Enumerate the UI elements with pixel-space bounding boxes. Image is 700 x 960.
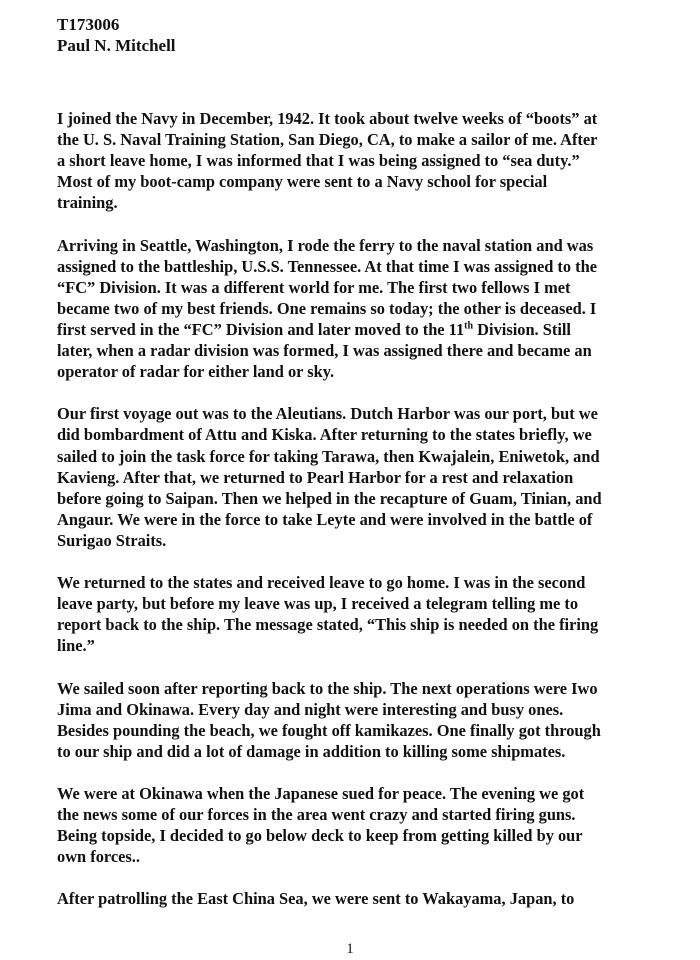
document-header (57, 14, 176, 56)
text-line: We returned to the states and received leave to go home. I was in the second (57, 573, 586, 593)
text-line: Jima and Okinawa. Every day and night were interesting and busy ones. (57, 699, 564, 719)
text-segment: first served in the “FC” Division and later moved to the 11 (57, 319, 465, 339)
paragraph-enlistment (57, 108, 657, 213)
text-line: We were at Okinawa when the Japanese sued for peace. The evening we got (57, 784, 585, 803)
paragraph-east-china-sea (57, 888, 657, 909)
text-line: own forces.. (57, 847, 141, 867)
paragraph-voyages (57, 403, 657, 551)
text-line: Angaur. We were in the force to take Leyte and were involved in the battle of (57, 509, 593, 529)
text-line: line.” (57, 636, 95, 656)
document-id: T173006 (57, 15, 120, 34)
text-line: the news some of our forces in the area went crazy and started firing guns. (57, 805, 576, 825)
text-line: training. (57, 193, 118, 213)
text-line: the U. S. Naval Training Station, San Diego, CA, to make a sailor of me. After (57, 130, 598, 150)
text-line: sailed to join the task force for taking Tarawa, then Kwajalein, Eniwetok, and (57, 446, 600, 466)
author-name: Paul N. Mitchell (57, 36, 176, 55)
text-line: assigned to the battleship, U.S.S. Tennessee. At that time I was assigned to the (57, 256, 598, 276)
paragraph-iwo-jima (57, 678, 657, 762)
text-line: Besides pounding the beach, we fought off kamikazes. One finally got through (57, 720, 601, 740)
text-line: before going to Saipan. Then we helped in the recapture of Guam, Tinian, and (57, 488, 602, 508)
text-line: did bombardment of Attu and Kiska. After returning to the states briefly, we (57, 425, 592, 445)
text-line: leave party, but before my leave was up, I received a telegram telling me to (57, 594, 579, 614)
text-line: later, when a radar division was formed, I was assigned there and became an (57, 341, 592, 361)
text-line: “FC” Division. It was a different world for me. The first two fellows I met (57, 277, 571, 297)
text-line: I joined the Navy in December, 1942. It took about twelve weeks of “boots” at (57, 109, 598, 128)
text-line: operator of radar for either land or sky. (57, 362, 335, 382)
paragraph-okinawa (57, 783, 657, 867)
text-line: Being topside, I decided to go below deck to keep from getting killed by our (57, 826, 583, 846)
text-line: report back to the ship. The message stated, “This ship is needed on the firing (57, 615, 599, 635)
text-segment: Division. Still (473, 319, 571, 339)
text-line: We sailed soon after reporting back to the ship. The next operations were Iwo (57, 678, 598, 698)
text-line: Our first voyage out was to the Aleutians. Dutch Harbor was our port, but we (57, 404, 598, 424)
ordinal-superscript: th (464, 320, 474, 332)
page-number: 1 (346, 941, 354, 957)
text-line: Most of my boot-camp company were sent to a Navy school for special (57, 172, 548, 192)
paragraph-tennessee (57, 235, 657, 383)
paragraph-leave (57, 572, 657, 656)
text-line-with-superscript (57, 319, 657, 340)
text-line: After patrolling the East China Sea, we were sent to Wakayama, Japan, to (57, 889, 575, 909)
text-line: to our ship and did a lot of damage in addition to killing some shipmates. (57, 741, 566, 761)
text-line: a short leave home, I was informed that I was being assigned to “sea duty.” (57, 151, 580, 171)
text-line: became two of my best friends. One remains so today; the other is deceased. I (57, 298, 597, 318)
document-body (57, 108, 657, 931)
text-line: Arriving in Seattle, Washington, I rode the ferry to the naval station and was (57, 235, 594, 255)
text-line: Surigao Straits. (57, 530, 167, 550)
text-line: Kavieng. After that, we returned to Pearl Harbor for a rest and relaxation (57, 467, 574, 487)
